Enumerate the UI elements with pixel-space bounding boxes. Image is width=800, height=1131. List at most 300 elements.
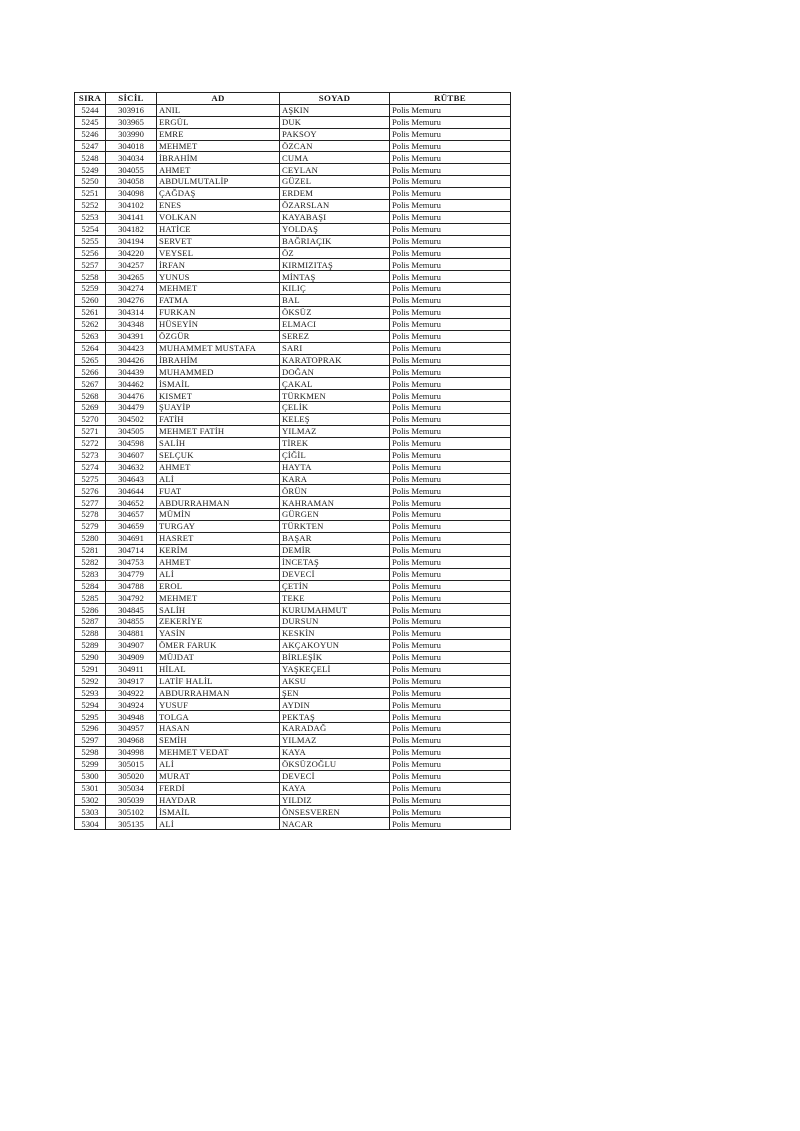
- cell-rutbe: Polis Memuru: [390, 521, 511, 533]
- cell-sicil: 304957: [106, 723, 157, 735]
- cell-rutbe: Polis Memuru: [390, 140, 511, 152]
- cell-soyad: KARA: [280, 473, 390, 485]
- cell-rutbe: Polis Memuru: [390, 211, 511, 223]
- cell-rutbe: Polis Memuru: [390, 461, 511, 473]
- cell-sira: 5244: [75, 104, 106, 116]
- cell-soyad: NACAR: [280, 818, 390, 830]
- cell-ad: HİLAL: [157, 663, 280, 675]
- cell-sira: 5271: [75, 425, 106, 437]
- cell-rutbe: Polis Memuru: [390, 378, 511, 390]
- cell-ad: HÜSEYİN: [157, 318, 280, 330]
- cell-rutbe: Polis Memuru: [390, 259, 511, 271]
- header-rutbe: RÜTBE: [390, 93, 511, 105]
- cell-rutbe: Polis Memuru: [390, 402, 511, 414]
- header-sira: SIRA: [75, 93, 106, 105]
- cell-rutbe: Polis Memuru: [390, 544, 511, 556]
- cell-ad: MEHMET FATİH: [157, 425, 280, 437]
- cell-sicil: 304476: [106, 390, 157, 402]
- table-row: [75, 628, 511, 640]
- personnel-table: [74, 92, 511, 830]
- cell-soyad: SEREZ: [280, 330, 390, 342]
- cell-sicil: 304505: [106, 425, 157, 437]
- table-row: [75, 818, 511, 830]
- cell-soyad: BAŞAR: [280, 532, 390, 544]
- cell-sicil: 304276: [106, 295, 157, 307]
- cell-sicil: 304792: [106, 592, 157, 604]
- table-row: [75, 497, 511, 509]
- table-row: [75, 211, 511, 223]
- cell-soyad: DEVECİ: [280, 568, 390, 580]
- cell-ad: MÜJDAT: [157, 651, 280, 663]
- cell-ad: KISMET: [157, 390, 280, 402]
- cell-soyad: KARADAĞ: [280, 723, 390, 735]
- cell-sira: 5256: [75, 247, 106, 259]
- cell-sira: 5300: [75, 770, 106, 782]
- cell-sicil: 304779: [106, 568, 157, 580]
- cell-soyad: KAYA: [280, 746, 390, 758]
- cell-rutbe: Polis Memuru: [390, 556, 511, 568]
- cell-ad: VOLKAN: [157, 211, 280, 223]
- cell-sira: 5246: [75, 128, 106, 140]
- cell-soyad: ÖRÜN: [280, 485, 390, 497]
- cell-sicil: 303916: [106, 104, 157, 116]
- cell-rutbe: Polis Memuru: [390, 271, 511, 283]
- cell-rutbe: Polis Memuru: [390, 307, 511, 319]
- cell-rutbe: Polis Memuru: [390, 735, 511, 747]
- cell-sicil: 304055: [106, 164, 157, 176]
- cell-rutbe: Polis Memuru: [390, 651, 511, 663]
- table-row: [75, 354, 511, 366]
- cell-ad: İSMAİL: [157, 378, 280, 390]
- cell-soyad: ÖKSÜZOĞLU: [280, 758, 390, 770]
- cell-ad: KERİM: [157, 544, 280, 556]
- cell-sicil: 304182: [106, 223, 157, 235]
- cell-soyad: ÇİĞİL: [280, 449, 390, 461]
- cell-sicil: 304691: [106, 532, 157, 544]
- cell-sicil: 304348: [106, 318, 157, 330]
- cell-soyad: ÖZARSLAN: [280, 200, 390, 212]
- cell-sira: 5255: [75, 235, 106, 247]
- cell-sicil: 304643: [106, 473, 157, 485]
- cell-rutbe: Polis Memuru: [390, 723, 511, 735]
- cell-soyad: DURSUN: [280, 616, 390, 628]
- cell-sicil: 304423: [106, 342, 157, 354]
- cell-sicil: 305102: [106, 806, 157, 818]
- table-row: [75, 556, 511, 568]
- table-row: [75, 307, 511, 319]
- cell-rutbe: Polis Memuru: [390, 295, 511, 307]
- cell-ad: FURKAN: [157, 307, 280, 319]
- cell-soyad: PAKSOY: [280, 128, 390, 140]
- cell-sicil: 304909: [106, 651, 157, 663]
- table-row: [75, 746, 511, 758]
- cell-soyad: KILIÇ: [280, 283, 390, 295]
- cell-sira: 5268: [75, 390, 106, 402]
- table-row: [75, 140, 511, 152]
- cell-sira: 5301: [75, 782, 106, 794]
- cell-ad: MEHMET: [157, 140, 280, 152]
- table-row: [75, 616, 511, 628]
- cell-ad: ÖMER FARUK: [157, 639, 280, 651]
- cell-ad: ABDURRAHMAN: [157, 687, 280, 699]
- cell-ad: MEHMET: [157, 592, 280, 604]
- cell-rutbe: Polis Memuru: [390, 568, 511, 580]
- cell-sicil: 304907: [106, 639, 157, 651]
- cell-sicil: 305034: [106, 782, 157, 794]
- cell-rutbe: Polis Memuru: [390, 354, 511, 366]
- cell-rutbe: Polis Memuru: [390, 223, 511, 235]
- cell-sicil: 304462: [106, 378, 157, 390]
- cell-sira: 5291: [75, 663, 106, 675]
- cell-rutbe: Polis Memuru: [390, 746, 511, 758]
- cell-rutbe: Polis Memuru: [390, 330, 511, 342]
- cell-soyad: AŞKIN: [280, 104, 390, 116]
- table-row: [75, 485, 511, 497]
- table-row: [75, 318, 511, 330]
- cell-sira: 5261: [75, 307, 106, 319]
- cell-soyad: BAĞRIAÇIK: [280, 235, 390, 247]
- cell-soyad: DEVECİ: [280, 770, 390, 782]
- cell-rutbe: Polis Memuru: [390, 390, 511, 402]
- table-row: [75, 366, 511, 378]
- cell-soyad: KAHRAMAN: [280, 497, 390, 509]
- cell-ad: ALİ: [157, 758, 280, 770]
- cell-soyad: AKSU: [280, 675, 390, 687]
- cell-rutbe: Polis Memuru: [390, 449, 511, 461]
- cell-sira: 5293: [75, 687, 106, 699]
- cell-sira: 5270: [75, 414, 106, 426]
- table-row: [75, 639, 511, 651]
- cell-soyad: KARATOPRAK: [280, 354, 390, 366]
- cell-ad: LATİF HALİL: [157, 675, 280, 687]
- table-row: [75, 592, 511, 604]
- table-row: [75, 247, 511, 259]
- table-row: [75, 532, 511, 544]
- cell-ad: SELÇUK: [157, 449, 280, 461]
- cell-rutbe: Polis Memuru: [390, 200, 511, 212]
- table-row: [75, 128, 511, 140]
- cell-sicil: 304439: [106, 366, 157, 378]
- table-row: [75, 794, 511, 806]
- cell-rutbe: Polis Memuru: [390, 628, 511, 640]
- table-row: [75, 723, 511, 735]
- cell-sira: 5249: [75, 164, 106, 176]
- cell-ad: EROL: [157, 580, 280, 592]
- table-row: [75, 568, 511, 580]
- table-row: [75, 758, 511, 770]
- table-row: [75, 770, 511, 782]
- table-row: [75, 259, 511, 271]
- cell-sicil: 304644: [106, 485, 157, 497]
- table-row: [75, 414, 511, 426]
- cell-rutbe: Polis Memuru: [390, 366, 511, 378]
- cell-soyad: TÜRKMEN: [280, 390, 390, 402]
- cell-sira: 5298: [75, 746, 106, 758]
- cell-sira: 5280: [75, 532, 106, 544]
- table-row: [75, 461, 511, 473]
- header-sicil: SİCİL: [106, 93, 157, 105]
- cell-rutbe: Polis Memuru: [390, 699, 511, 711]
- cell-sira: 5275: [75, 473, 106, 485]
- cell-ad: HASRET: [157, 532, 280, 544]
- cell-soyad: SARI: [280, 342, 390, 354]
- cell-soyad: DEMİR: [280, 544, 390, 556]
- cell-sira: 5258: [75, 271, 106, 283]
- cell-rutbe: Polis Memuru: [390, 497, 511, 509]
- cell-sicil: 304479: [106, 402, 157, 414]
- cell-sicil: 305135: [106, 818, 157, 830]
- cell-sira: 5259: [75, 283, 106, 295]
- cell-rutbe: Polis Memuru: [390, 663, 511, 675]
- cell-ad: ÇAĞDAŞ: [157, 188, 280, 200]
- cell-sicil: 304141: [106, 211, 157, 223]
- cell-soyad: YILMAZ: [280, 425, 390, 437]
- cell-rutbe: Polis Memuru: [390, 247, 511, 259]
- table-row: [75, 806, 511, 818]
- cell-rutbe: Polis Memuru: [390, 758, 511, 770]
- cell-soyad: TÜRKTEN: [280, 521, 390, 533]
- cell-sicil: 305039: [106, 794, 157, 806]
- cell-ad: ŞUAYİP: [157, 402, 280, 414]
- cell-soyad: MİNTAŞ: [280, 271, 390, 283]
- cell-ad: SERVET: [157, 235, 280, 247]
- cell-sira: 5304: [75, 818, 106, 830]
- table-row: [75, 402, 511, 414]
- cell-sira: 5295: [75, 711, 106, 723]
- cell-ad: AHMET: [157, 461, 280, 473]
- cell-sira: 5262: [75, 318, 106, 330]
- cell-ad: İBRAHİM: [157, 354, 280, 366]
- cell-rutbe: Polis Memuru: [390, 116, 511, 128]
- cell-soyad: ÖKSÜZ: [280, 307, 390, 319]
- cell-ad: TOLGA: [157, 711, 280, 723]
- table-row: [75, 271, 511, 283]
- cell-sicil: 304911: [106, 663, 157, 675]
- cell-soyad: ŞEN: [280, 687, 390, 699]
- cell-ad: ALİ: [157, 818, 280, 830]
- cell-sira: 5247: [75, 140, 106, 152]
- cell-rutbe: Polis Memuru: [390, 414, 511, 426]
- table-body: [75, 104, 511, 829]
- cell-ad: FUAT: [157, 485, 280, 497]
- cell-sicil: 304426: [106, 354, 157, 366]
- cell-rutbe: Polis Memuru: [390, 342, 511, 354]
- table-row: [75, 200, 511, 212]
- cell-ad: MÜMİN: [157, 509, 280, 521]
- document-page: [74, 92, 510, 830]
- cell-sira: 5302: [75, 794, 106, 806]
- cell-ad: ALİ: [157, 473, 280, 485]
- table-row: [75, 473, 511, 485]
- cell-sicil: 303990: [106, 128, 157, 140]
- table-row: [75, 104, 511, 116]
- table-row: [75, 675, 511, 687]
- cell-sira: 5283: [75, 568, 106, 580]
- cell-soyad: İNCETAŞ: [280, 556, 390, 568]
- table-row: [75, 651, 511, 663]
- cell-sicil: 305015: [106, 758, 157, 770]
- cell-sira: 5282: [75, 556, 106, 568]
- cell-soyad: DOĞAN: [280, 366, 390, 378]
- cell-sira: 5250: [75, 176, 106, 188]
- cell-sira: 5252: [75, 200, 106, 212]
- cell-ad: ENES: [157, 200, 280, 212]
- cell-sira: 5251: [75, 188, 106, 200]
- cell-rutbe: Polis Memuru: [390, 283, 511, 295]
- table-row: [75, 152, 511, 164]
- cell-rutbe: Polis Memuru: [390, 164, 511, 176]
- cell-sira: 5296: [75, 723, 106, 735]
- cell-sicil: 304102: [106, 200, 157, 212]
- cell-sicil: 304855: [106, 616, 157, 628]
- cell-sicil: 304391: [106, 330, 157, 342]
- cell-ad: VEYSEL: [157, 247, 280, 259]
- cell-soyad: YOLDAŞ: [280, 223, 390, 235]
- cell-soyad: ÇAKAL: [280, 378, 390, 390]
- cell-soyad: KAYA: [280, 782, 390, 794]
- cell-rutbe: Polis Memuru: [390, 425, 511, 437]
- cell-ad: ERGÜL: [157, 116, 280, 128]
- cell-sicil: 304098: [106, 188, 157, 200]
- cell-sira: 5303: [75, 806, 106, 818]
- table-row: [75, 164, 511, 176]
- table-row: [75, 509, 511, 521]
- cell-ad: SALİH: [157, 604, 280, 616]
- cell-ad: İSMAİL: [157, 806, 280, 818]
- cell-rutbe: Polis Memuru: [390, 485, 511, 497]
- cell-ad: MUHAMMED: [157, 366, 280, 378]
- cell-sicil: 304968: [106, 735, 157, 747]
- cell-sicil: 304917: [106, 675, 157, 687]
- cell-ad: FATİH: [157, 414, 280, 426]
- cell-sira: 5277: [75, 497, 106, 509]
- cell-sicil: 304034: [106, 152, 157, 164]
- cell-sira: 5273: [75, 449, 106, 461]
- cell-rutbe: Polis Memuru: [390, 770, 511, 782]
- cell-sicil: 304753: [106, 556, 157, 568]
- cell-sicil: 304194: [106, 235, 157, 247]
- cell-ad: HASAN: [157, 723, 280, 735]
- cell-sira: 5286: [75, 604, 106, 616]
- cell-sicil: 304652: [106, 497, 157, 509]
- cell-rutbe: Polis Memuru: [390, 176, 511, 188]
- table-row: [75, 449, 511, 461]
- cell-sira: 5284: [75, 580, 106, 592]
- cell-ad: ABDULMUTALİP: [157, 176, 280, 188]
- cell-ad: YUNUS: [157, 271, 280, 283]
- cell-sira: 5274: [75, 461, 106, 473]
- table-row: [75, 735, 511, 747]
- cell-soyad: ÇETİN: [280, 580, 390, 592]
- cell-ad: TURGAY: [157, 521, 280, 533]
- cell-sicil: 304845: [106, 604, 157, 616]
- cell-sira: 5289: [75, 639, 106, 651]
- cell-ad: ZEKERİYE: [157, 616, 280, 628]
- cell-sira: 5248: [75, 152, 106, 164]
- table-row: [75, 330, 511, 342]
- cell-sira: 5287: [75, 616, 106, 628]
- cell-rutbe: Polis Memuru: [390, 616, 511, 628]
- cell-rutbe: Polis Memuru: [390, 675, 511, 687]
- cell-sira: 5260: [75, 295, 106, 307]
- cell-ad: HAYDAR: [157, 794, 280, 806]
- table-row: [75, 235, 511, 247]
- cell-sicil: 304948: [106, 711, 157, 723]
- cell-soyad: BİRLEŞİK: [280, 651, 390, 663]
- cell-sira: 5245: [75, 116, 106, 128]
- cell-sicil: 304998: [106, 746, 157, 758]
- cell-ad: ABDURRAHMAN: [157, 497, 280, 509]
- cell-soyad: AKÇAKOYUN: [280, 639, 390, 651]
- table-row: [75, 295, 511, 307]
- cell-ad: YASİN: [157, 628, 280, 640]
- table-row: [75, 437, 511, 449]
- cell-sira: 5278: [75, 509, 106, 521]
- cell-sira: 5279: [75, 521, 106, 533]
- cell-soyad: ÖZCAN: [280, 140, 390, 152]
- cell-sira: 5263: [75, 330, 106, 342]
- cell-soyad: CEYLAN: [280, 164, 390, 176]
- cell-rutbe: Polis Memuru: [390, 711, 511, 723]
- table-row: [75, 521, 511, 533]
- header-row: [75, 93, 511, 105]
- cell-soyad: TEKE: [280, 592, 390, 604]
- table-row: [75, 663, 511, 675]
- cell-ad: AHMET: [157, 556, 280, 568]
- cell-sicil: 304220: [106, 247, 157, 259]
- cell-soyad: GÜZEL: [280, 176, 390, 188]
- cell-rutbe: Polis Memuru: [390, 473, 511, 485]
- cell-sira: 5288: [75, 628, 106, 640]
- cell-sira: 5269: [75, 402, 106, 414]
- cell-sicil: 304657: [106, 509, 157, 521]
- cell-soyad: ERDEM: [280, 188, 390, 200]
- cell-soyad: KIRMIZITAŞ: [280, 259, 390, 271]
- table-row: [75, 604, 511, 616]
- cell-sira: 5253: [75, 211, 106, 223]
- cell-rutbe: Polis Memuru: [390, 104, 511, 116]
- cell-sicil: 304714: [106, 544, 157, 556]
- cell-sira: 5292: [75, 675, 106, 687]
- cell-sira: 5254: [75, 223, 106, 235]
- table-row: [75, 390, 511, 402]
- cell-rutbe: Polis Memuru: [390, 639, 511, 651]
- cell-sira: 5285: [75, 592, 106, 604]
- cell-sira: 5264: [75, 342, 106, 354]
- cell-rutbe: Polis Memuru: [390, 532, 511, 544]
- cell-ad: ÖZGÜR: [157, 330, 280, 342]
- header-ad: AD: [157, 93, 280, 105]
- cell-sicil: 304881: [106, 628, 157, 640]
- cell-sicil: 304598: [106, 437, 157, 449]
- cell-rutbe: Polis Memuru: [390, 794, 511, 806]
- cell-sira: 5267: [75, 378, 106, 390]
- cell-soyad: GÜRGEN: [280, 509, 390, 521]
- cell-sira: 5272: [75, 437, 106, 449]
- table-row: [75, 378, 511, 390]
- cell-sira: 5266: [75, 366, 106, 378]
- cell-sicil: 305020: [106, 770, 157, 782]
- cell-soyad: AYDIN: [280, 699, 390, 711]
- cell-soyad: YAŞKEÇELİ: [280, 663, 390, 675]
- cell-rutbe: Polis Memuru: [390, 437, 511, 449]
- cell-soyad: KAYABAŞI: [280, 211, 390, 223]
- cell-sicil: 304632: [106, 461, 157, 473]
- cell-ad: SALİH: [157, 437, 280, 449]
- table-row: [75, 116, 511, 128]
- cell-soyad: HAYTA: [280, 461, 390, 473]
- cell-sicil: 304314: [106, 307, 157, 319]
